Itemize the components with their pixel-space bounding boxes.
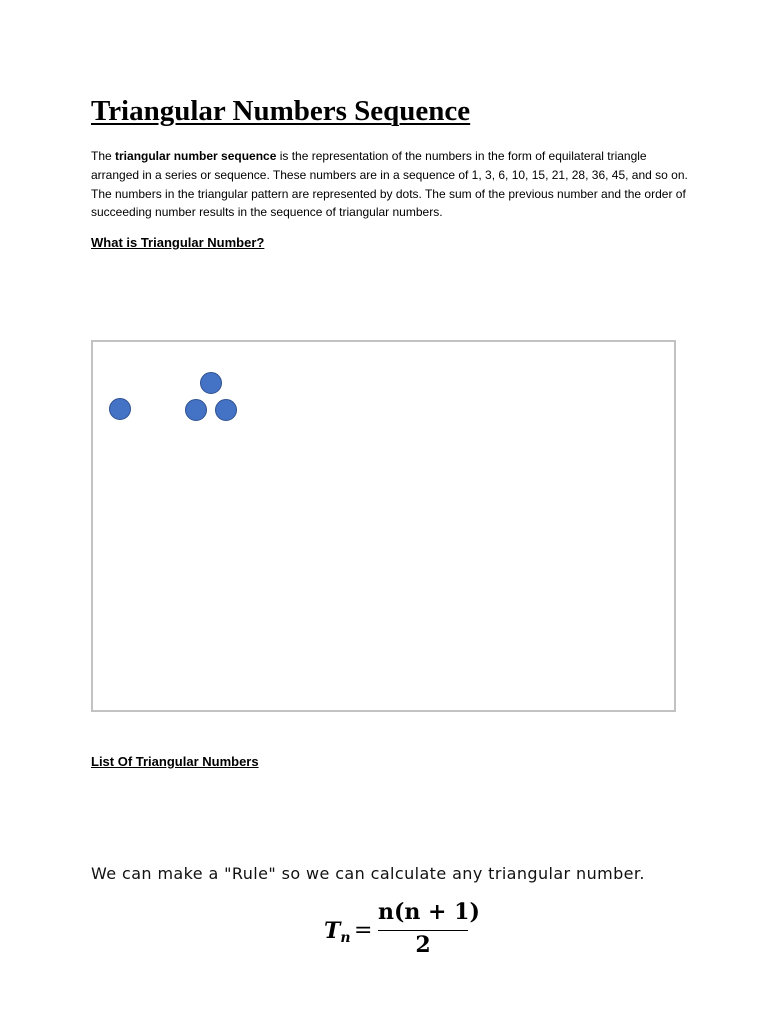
dot-t3-bottom-right bbox=[215, 399, 237, 421]
intro-body: is the representation of the numbers in the form of equilateral triangle arranged in a series or sequence. These numbers are in a sequence of 1, 3, 6, 10, 15, 21, 28, 36, 45, and so on. The numbers in the triangular pattern are represented by dots. The sum of the previous number and the order of succeeding number results in the sequence of triangular numbers. bbox=[91, 149, 688, 220]
page-title: Triangular Numbers Sequence bbox=[91, 95, 471, 127]
triangular-formula bbox=[322, 898, 480, 960]
rule-sentence: We can make a "Rule" so we can calculate any triangular number. bbox=[91, 864, 645, 883]
triangular-dots-figure bbox=[91, 340, 676, 712]
formula-numerator: n(n + 1) bbox=[378, 899, 480, 925]
formula-equals: = bbox=[354, 918, 373, 943]
dot-t3-bottom-left bbox=[185, 399, 207, 421]
formula-fraction-bar bbox=[378, 930, 468, 931]
formula-lhs bbox=[324, 918, 351, 946]
formula-denominator: 2 bbox=[415, 932, 431, 958]
section-heading-what-is: What is Triangular Number? bbox=[91, 235, 265, 250]
formula-lhs-subscript: n bbox=[340, 930, 351, 946]
intro-bold-term: triangular number sequence bbox=[115, 149, 277, 163]
formula-lhs-symbol: T bbox=[324, 918, 341, 944]
section-heading-list: List Of Triangular Numbers bbox=[91, 754, 259, 769]
dot-t1 bbox=[109, 398, 131, 420]
intro-prefix: The bbox=[91, 149, 116, 163]
dot-t3-top bbox=[200, 372, 222, 394]
intro-paragraph bbox=[91, 147, 691, 222]
